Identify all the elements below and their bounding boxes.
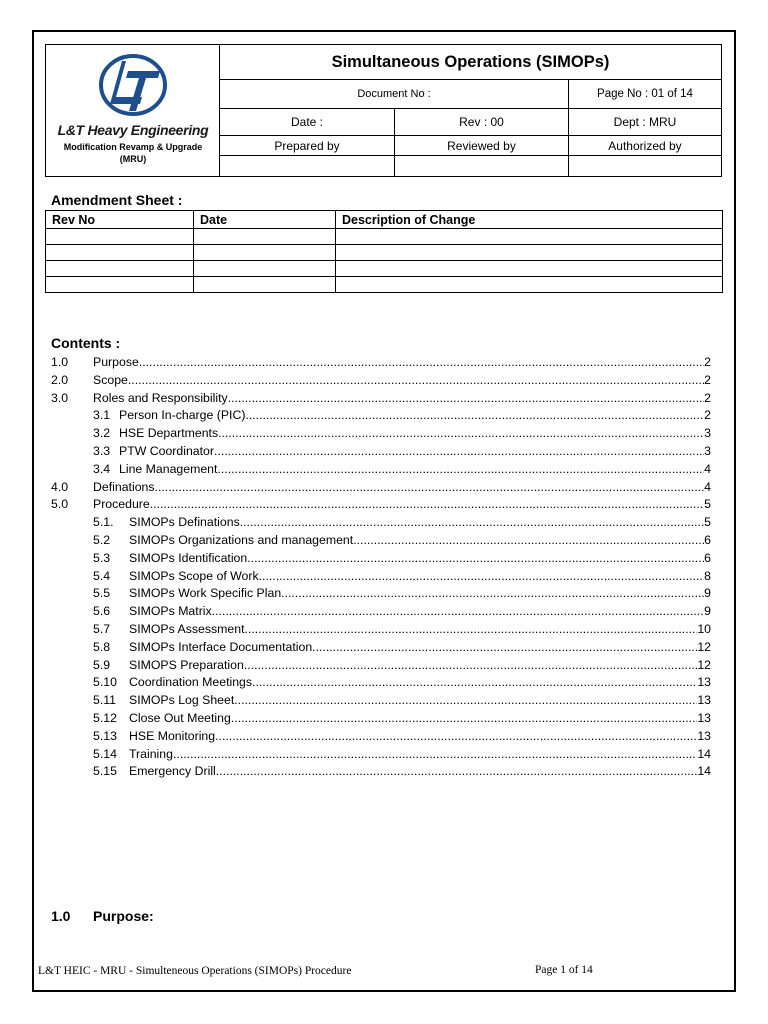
toc-leader bbox=[240, 514, 704, 532]
reviewed-by: Reviewed by bbox=[447, 138, 516, 153]
toc-entry[interactable] bbox=[51, 443, 711, 461]
toc-title: SIMOPs Organizations and management bbox=[129, 532, 354, 547]
toc-title: Emergency Drill bbox=[129, 764, 216, 779]
page-no: Page No : 01 of 14 bbox=[597, 88, 693, 100]
toc-entry[interactable] bbox=[51, 674, 711, 692]
toc-number: 5.9 bbox=[93, 657, 111, 672]
toc-number: 3.0 bbox=[51, 390, 69, 405]
contents-title: Contents : bbox=[51, 335, 121, 351]
toc-page-number: 13 bbox=[697, 728, 711, 743]
toc-entry[interactable] bbox=[51, 550, 711, 568]
toc-leader bbox=[234, 692, 697, 710]
dept-label: Dept : MRU bbox=[613, 115, 677, 129]
toc-page-number: 2 bbox=[704, 355, 711, 369]
toc-page-number: 5 bbox=[704, 515, 711, 530]
toc-entry[interactable] bbox=[51, 763, 711, 781]
toc-title: Scope bbox=[93, 372, 128, 387]
toc-entry[interactable] bbox=[51, 639, 711, 657]
toc-title: HSE Departments bbox=[119, 426, 219, 441]
document-title: Simultaneous Operations (SIMOPs) bbox=[331, 52, 610, 71]
company-name: L&T Heavy Engineering bbox=[57, 122, 209, 138]
toc-leader bbox=[139, 354, 704, 372]
toc-entry[interactable] bbox=[51, 354, 711, 372]
toc-number: 1.0 bbox=[51, 355, 69, 369]
toc-title: Training bbox=[129, 746, 173, 761]
toc-title: SIMOPs Identification bbox=[129, 550, 248, 565]
toc-leader bbox=[214, 443, 704, 461]
toc-title: SIMOPs Assessment bbox=[129, 621, 245, 636]
prepared-by: Prepared by bbox=[274, 138, 340, 153]
toc-title: SIMOPs Work Specific Plan bbox=[129, 586, 282, 601]
toc-page-number: 5 bbox=[704, 497, 711, 512]
amendment-title: Amendment Sheet : bbox=[51, 192, 183, 208]
toc-entry[interactable] bbox=[51, 568, 711, 586]
toc-leader bbox=[218, 425, 704, 443]
toc-number: 5.6 bbox=[93, 604, 111, 619]
toc-page-number: 3 bbox=[704, 443, 711, 458]
toc-number: 5.10 bbox=[93, 675, 117, 690]
table-row bbox=[46, 261, 723, 277]
toc-page-number: 2 bbox=[704, 390, 711, 405]
toc-page-number: 13 bbox=[697, 693, 711, 708]
toc-title: SIMOPs Matrix bbox=[129, 604, 212, 619]
toc-title: Procedure bbox=[93, 497, 150, 512]
toc-page-number: 12 bbox=[697, 639, 711, 654]
rev-label: Rev : 00 bbox=[459, 115, 504, 129]
toc-page-number: 2 bbox=[704, 372, 711, 387]
toc-number: 3.2 bbox=[93, 426, 111, 441]
toc-leader bbox=[245, 621, 698, 639]
toc-leader bbox=[244, 657, 697, 675]
toc-entry[interactable] bbox=[51, 372, 711, 390]
toc-page-number: 13 bbox=[697, 710, 711, 725]
toc-leader bbox=[247, 550, 704, 568]
toc-number: 5.13 bbox=[93, 728, 117, 743]
toc-number: 5.11 bbox=[93, 693, 117, 708]
toc-entry[interactable] bbox=[51, 532, 711, 550]
toc-entry[interactable] bbox=[51, 728, 711, 746]
section-number: 1.0 bbox=[51, 908, 71, 924]
toc-number: 5.5 bbox=[93, 586, 111, 601]
toc-entry[interactable] bbox=[51, 603, 711, 621]
toc-leader bbox=[312, 639, 697, 657]
section-heading bbox=[51, 908, 154, 924]
toc-title: Definations bbox=[93, 479, 155, 494]
table-row bbox=[46, 245, 723, 261]
toc-number: 5.1. bbox=[93, 515, 114, 530]
toc-entry[interactable] bbox=[51, 692, 711, 710]
toc-entry[interactable] bbox=[51, 425, 711, 443]
toc-entry[interactable] bbox=[51, 746, 711, 764]
unit-name: Modification Revamp & Upgrade (MRU) bbox=[63, 142, 203, 164]
toc-page-number: 6 bbox=[704, 532, 711, 547]
column-header: Date bbox=[194, 211, 336, 229]
toc-title: HSE Monitoring bbox=[129, 728, 216, 743]
toc-entry[interactable] bbox=[51, 479, 711, 497]
toc-page-number: 3 bbox=[704, 426, 711, 441]
toc-leader bbox=[228, 390, 705, 408]
table-row bbox=[46, 277, 723, 293]
toc-leader bbox=[212, 603, 704, 621]
toc-leader bbox=[281, 585, 704, 603]
toc-page-number: 2 bbox=[704, 408, 711, 423]
authorized-by: Authorized by bbox=[608, 138, 682, 153]
toc-leader bbox=[128, 372, 704, 390]
toc-title: SIMOPs Scope of Work bbox=[129, 568, 259, 583]
toc-number: 5.7 bbox=[93, 621, 111, 636]
header-info bbox=[220, 45, 721, 176]
toc-title: Purpose bbox=[93, 355, 139, 369]
toc-number: 5.8 bbox=[93, 639, 111, 654]
toc-page-number: 9 bbox=[704, 604, 711, 619]
toc-entry[interactable] bbox=[51, 461, 711, 479]
toc-page-number: 8 bbox=[704, 568, 711, 583]
toc-entry[interactable] bbox=[51, 710, 711, 728]
toc-title: SIMOPs Log Sheet bbox=[129, 693, 235, 708]
toc-number: 5.15 bbox=[93, 764, 117, 779]
section-title: Purpose: bbox=[93, 908, 154, 924]
toc-entry[interactable] bbox=[51, 514, 711, 532]
toc-title: SIMOPs Interface Documentation bbox=[129, 639, 313, 654]
toc-page-number: 4 bbox=[704, 479, 711, 494]
toc-page-number: 9 bbox=[704, 586, 711, 601]
toc-leader bbox=[353, 532, 704, 550]
toc-leader bbox=[252, 674, 697, 692]
toc-title: Line Management bbox=[119, 461, 218, 476]
toc-leader bbox=[217, 461, 704, 479]
toc-entry[interactable] bbox=[51, 496, 711, 514]
toc-number: 3.4 bbox=[93, 461, 111, 476]
toc-title: Close Out Meeting bbox=[129, 710, 231, 725]
document-header bbox=[45, 44, 722, 177]
toc-leader bbox=[259, 568, 705, 586]
toc-page-number: 6 bbox=[704, 550, 711, 565]
toc-entry[interactable] bbox=[51, 585, 711, 603]
date-label: Date : bbox=[290, 115, 323, 129]
table-row bbox=[46, 229, 723, 245]
toc-page-number: 13 bbox=[697, 675, 711, 690]
toc-number: 5.3 bbox=[93, 550, 111, 565]
column-header: Rev No bbox=[46, 211, 194, 229]
toc-page-number: 14 bbox=[697, 764, 711, 779]
footer-page-number: Page 1 of 14 bbox=[535, 964, 593, 976]
toc-title: Roles and Responsibility bbox=[93, 390, 228, 405]
toc-number: 4.0 bbox=[51, 479, 69, 494]
toc-number: 3.3 bbox=[93, 443, 111, 458]
toc-number: 5.12 bbox=[93, 710, 117, 725]
table-of-contents bbox=[51, 354, 711, 781]
toc-leader bbox=[231, 710, 697, 728]
toc-number: 5.0 bbox=[51, 497, 69, 512]
toc-leader bbox=[215, 728, 697, 746]
toc-page-number: 4 bbox=[704, 461, 711, 476]
toc-page-number: 12 bbox=[697, 657, 711, 672]
document-no: Document No : bbox=[357, 88, 431, 100]
toc-page-number: 10 bbox=[697, 621, 711, 636]
logo-cell bbox=[46, 45, 220, 176]
toc-leader bbox=[150, 496, 704, 514]
toc-title: SIMOPs Definations bbox=[129, 515, 240, 530]
table-header-row bbox=[46, 211, 723, 229]
toc-number: 5.2 bbox=[93, 532, 111, 547]
amendment-table bbox=[45, 210, 723, 293]
toc-entry[interactable] bbox=[51, 407, 711, 425]
column-header: Description of Change bbox=[336, 211, 723, 229]
toc-entry[interactable] bbox=[51, 657, 711, 675]
toc-title: Person In-charge (PIC) bbox=[119, 408, 246, 423]
toc-title: SIMOPS Preparation bbox=[129, 657, 244, 672]
toc-title: PTW Coordinator bbox=[119, 443, 214, 458]
toc-number: 3.1 bbox=[93, 408, 111, 423]
toc-leader bbox=[245, 407, 704, 425]
toc-leader bbox=[173, 746, 697, 764]
toc-number: 5.4 bbox=[93, 568, 111, 583]
toc-leader bbox=[216, 763, 698, 781]
toc-entry[interactable] bbox=[51, 390, 711, 408]
toc-number: 2.0 bbox=[51, 372, 69, 387]
toc-number: 5.14 bbox=[93, 746, 117, 761]
footer-doc-title: L&T HEIC - MRU - Simulteneous Operations (SIMOPs) Procedure bbox=[38, 965, 352, 977]
toc-page-number: 14 bbox=[697, 746, 711, 761]
lt-logo-icon bbox=[98, 53, 168, 117]
toc-leader bbox=[155, 479, 705, 497]
toc-title: Coordination Meetings bbox=[129, 675, 253, 690]
toc-entry[interactable] bbox=[51, 621, 711, 639]
